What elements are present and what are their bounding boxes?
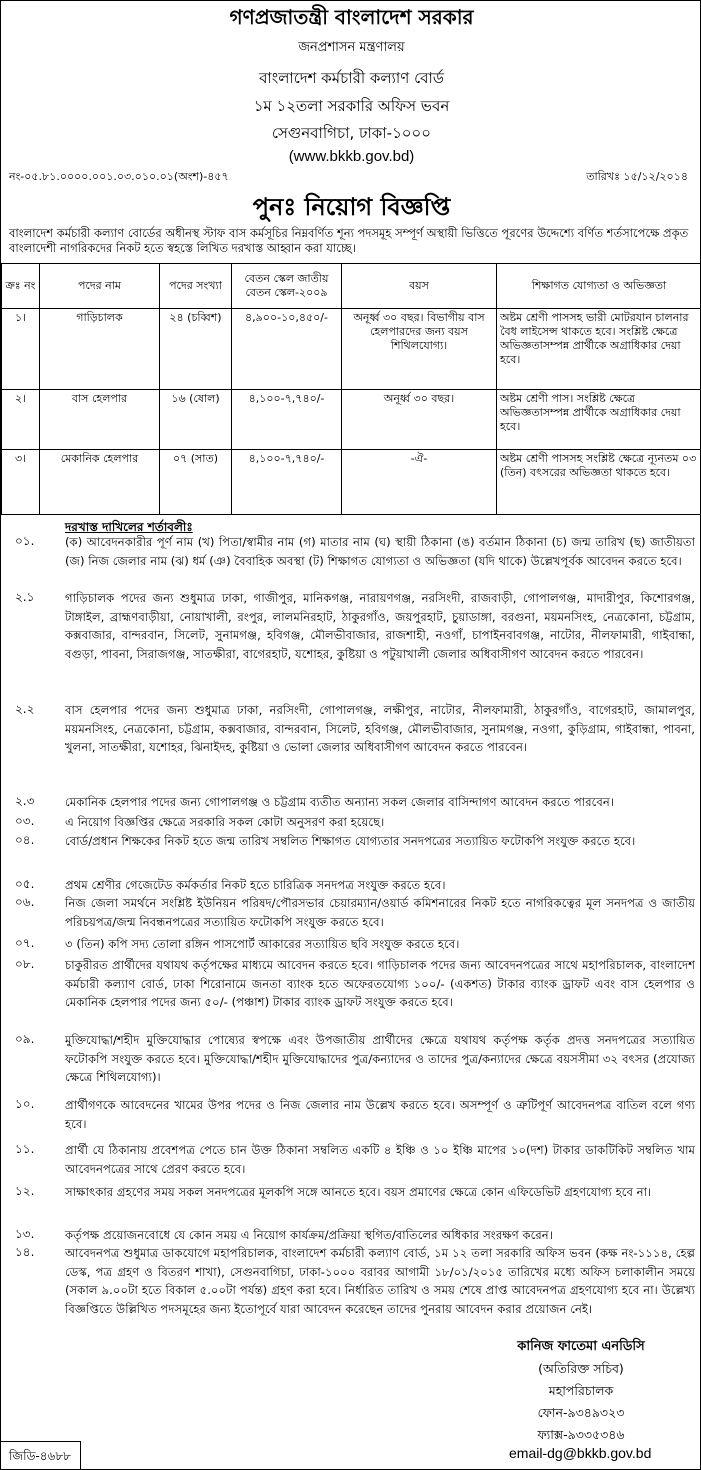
term-text: এ নিয়োগ বিজ্ঞপ্তির ক্ষেত্রে সরকারি সকল কোটা অনুসরণ করা হয়েছে।	[65, 815, 385, 829]
memo-number: নং-০৫.৮১.০০০০.০০১.০৩.০১০.০১(অংশ)-৪৫৭	[9, 170, 229, 183]
term-number: ০৭.	[15, 936, 35, 950]
government-title: গণপ্রজাতন্ত্রী বাংলাদেশ সরকার	[229, 5, 474, 29]
row-scale: ৪,১০০-৭,৭৪০/-	[232, 450, 342, 515]
term-text: নিজ জেলা সমর্থনে সংশ্লিষ্ট ইউনিয়ন পরিষদ/পৌরসভার চেয়ারম্যান/ওয়ার্ড কমিশনারের নিকট হতে নাগরিকত্বের মূল সনদপত্র ও জাতীয় পরিচয়পত্র/জন্ম নিবন্ধনপত্রের সত্যায়িত ফটোকপি সংযুক্ত করতে হবে।	[65, 896, 695, 929]
term-text: প্রথম শ্রেণীর গেজেটেড কর্মকর্তার নিকট হতে চারিত্রিক সনদপত্র সংযুক্ত করতে হবে।	[65, 878, 446, 892]
terms-heading: দরখাস্ত দাখিলের শর্তাবলীঃ	[65, 520, 193, 534]
term-number: ০৩.	[15, 814, 35, 828]
row-qualification: অষ্টম শ্রেণী পাস। সংশ্লিষ্ট ক্ষেত্রে অভিজ্ঞতাসম্পন্ন প্রার্থীকে অগ্রাধিকার দেয়া হবে।	[497, 390, 701, 450]
term-number: ১২.	[15, 1184, 35, 1198]
row-age: -ঐ-	[342, 450, 497, 515]
term-text: সাক্ষাৎকার গ্রহণের সময় সকল সনদপত্রের মূলকপি সঙ্গে আনতে হবে। বয়স প্রমাণের ক্ষেত্রে কোন এফিডেভিট গ্রহণযোগ্য হবে না।	[65, 1185, 652, 1199]
table-row	[2, 309, 701, 390]
term-number: ০৫.	[15, 877, 35, 891]
table-row	[2, 390, 701, 450]
intro-paragraph: বাংলাদেশ কর্মচারী কল্যাণ বোর্ডের অধীনস্থ স্টাফ বাস কর্মসূচির নিম্নবর্ণিত শূন্য পদসমূহ সম্পূর্ণ অস্থায়ী ভিত্তিতে পূরণের উদ্দেশ্যে বর্ণিত শর্তসাপেক্ষে প্রকৃত বাংলাদেশী নাগরিকদের নিকট হতে স্বহস্তে লিখিত দরখাস্ত আহ্বান করা যাচ্ছে।	[9, 226, 689, 255]
term-number: ১১.	[15, 1142, 35, 1156]
ministry-name: জনপ্রশাসন মন্ত্রণালয়	[298, 40, 405, 55]
header-pay-scale: বেতন স্কেল জাতীয় বেতন স্কেল-২০০৯	[232, 264, 342, 309]
header-post-count: পদের সংখ্যা	[160, 264, 232, 309]
row-post: গাড়িচালক	[40, 309, 160, 390]
term-text: চাকুরীরত প্রার্থীদের যথাযথ কর্তৃপক্ষের মাধ্যমে আবেদন করতে হবে। গাড়িচালক পদের জন্য আবেদনপত্রের সাথে মহাপরিচালক, বাংলাদেশ কর্মচারী কল্যাণ বোর্ড, ঢাকা শিরোনামে জনতা ব্যাংক হতে অফেরতযোগ্য ১০০/- (একশত) টাকার ব্যাংক ড্রাফট এবং বাস হেলপার ও মেকানিক হেলপার পদের জন্য ৫০/- (পঞ্চাশ) টাকার ব্যাংক ড্রাফট সংযুক্ত করতে হবে।	[65, 958, 695, 1010]
term-text: কর্তৃপক্ষ প্রয়োজনবোধে যে কোন সময় এ নিয়োগ কার্যক্রম/প্রক্রিয়া স্থগিত/বাতিলের অধিকার সংরক্ষণ করেন।	[65, 1228, 553, 1242]
table-header-row	[2, 264, 701, 309]
area-address: সেগুনবাগিচা, ঢাকা-১০০০	[271, 124, 432, 142]
header-post-name: পদের নাম	[40, 264, 160, 309]
term-text: (ক) আবেদনকারীর পূর্ণ নাম (খ) পিতা/স্বামীর নাম (গ) মাতার নাম (ঘ) স্থায়ী ঠিকানা (ঙ) বর্তমান ঠিকানা (চ) জন্ম তারিখ (ছ) জাতীয়তা (জ) নিজ জেলার নাম (ঝ) ধর্ম (ঞ) বৈবাহিক অবস্থা (ট) শিক্ষাগত যোগ্যতা ও অভিজ্ঞতা (যদি থাকে) উল্লেখপূর্বক আবেদন করতে হবে।	[65, 535, 695, 568]
row-qualification: অষ্টম শ্রেণী পাসসহ ভারী মোটরযান চালনার বৈধ লাইসেন্স থাকতে হবে। সংশ্লিষ্ট ক্ষেত্রে অভিজ্ঞতাসম্পন্ন প্রার্থীকে অগ্রাধিকার দেয়া হবে।	[497, 309, 701, 390]
row-count: ১৬ (ষোল)	[160, 390, 232, 450]
row-serial: ২।	[2, 390, 40, 450]
term-number: ২.৩	[15, 794, 35, 808]
term-text: মেকানিক হেলপার পদের জন্য গোপালগঞ্জ ও চট্টগ্রাম ব্যতীত অন্যান্য সকল জেলার বাসিন্দাগণ আবেদন করতে পারবেন।	[65, 795, 614, 809]
term-number: ০৮.	[15, 957, 35, 971]
signatory-title: মহাপরিচালক	[548, 1383, 614, 1398]
row-age: অনূর্ধ্ব ৩০ বছর। বিভাগীয় বাস হেলপারদের জন্য বয়স শিথিলযোগ্য।	[342, 309, 497, 390]
header-serial: ক্রঃ নং	[2, 264, 40, 309]
term-text: প্রার্থী যে ঠিকানায় প্রবেশপত্র পেতে চান উক্ত ঠিকানা সম্বলিত একটি ৪ ইঞ্চি ও ১০ ইঞ্চি মাপের ১০(দশ) টাকার ডাকটিকিট সম্বলিত খাম আবেদনপত্রের সাথে প্রেরণ করতে হবে।	[65, 1143, 695, 1176]
term-text: বোর্ড/প্রধান শিক্ষকের নিকট হতে জন্ম তারিখ সম্বলিত শিক্ষাগত যোগ্যতার সনদপত্রের সত্যায়িত ফটোকপি সংযুক্ত করতে হবে।	[65, 834, 636, 848]
signatory-name: কানিজ ফাতেমা এনডিসি	[517, 1339, 645, 1354]
website-link[interactable]: (www.bkkb.gov.bd)	[288, 148, 415, 165]
row-qualification: অষ্টম শ্রেণী পাসসহ সংশ্লিষ্ট ক্ষেত্রে ন্যূনতম ০৩ (তিন) বৎসরের অভিজ্ঞতা থাকতে হবে।	[497, 450, 701, 515]
row-count: ০৭ (সাত)	[160, 450, 232, 515]
posts-table	[1, 263, 701, 515]
signatory-designation: (অতিরিক্ত সচিব)	[538, 1361, 624, 1376]
row-post: মেকানিক হেলপার	[40, 450, 160, 515]
term-text: বাস হেলপার পদের জন্য শুধুমাত্র ঢাকা, নরসিংদী, গোপালগঞ্জ, লক্ষীপুর, নাটোর, নীলফামারী, ঠাকুরগাঁও, বাগেরহাট, জামালপুর, ময়মনসিংহ, নেত্রকোনা, চট্টগ্রাম, কক্সবাজার, বান্দরবান, সিলেট, হবিগঞ্জ, মৌলভীবাজার, সুনামগঞ্জ, নওগা, কুড়িগ্রাম, গাইবান্ধা, পাবনা, খুলনা, সাতক্ষীরা, যশোহর, ঝিনাইদহ, কুষ্টিয়া ও ভোলা জেলার অধিবাসীগণ আবেদন করতে পারবেন।	[65, 703, 695, 755]
table-row	[2, 450, 701, 515]
row-serial: ৩।	[2, 450, 40, 515]
row-age: অনূর্ধ্ব ৩০ বছর।	[342, 390, 497, 450]
term-text: গাড়িচালক পদের জন্য শুধুমাত্র ঢাকা, গাজীপুর, মানিকগঞ্জ, নারায়ণগঞ্জ, নরসিংদী, রাজবাড়ী, গোপালগঞ্জ, মাদারীপুর, কিশোরগঞ্জ, টাঙ্গাইল, ব্রাহ্মণবাড়ীয়া, নোয়াখালী, রংপুর, লালমনিরহাট, ঠাকুরগাঁও, জয়পুরহাট, চুয়াডাঙ্গা, বরগুনা, ময়মনসিংহ, নেত্রকোনা, চট্টগ্রাম, কক্সবাজার, বান্দরবান, সিলেট, সুনামগঞ্জ, হবিগঞ্জ, মৌলভীবাজার, রাজশাহী, নওগাঁ, চাপাইনবাবগঞ্জ, নাটোর, নীলফামারী, গাইবান্ধা, বগুড়া, পাবনা, সিরাজগঞ্জ, সাতক্ষীরা, বাগেরহাট, যশোহর, কুষ্টিয়া ও পটুয়াখালী জেলার অধিবাসীগণ আবেদন করতে পারবেন।	[65, 591, 695, 662]
signature-block	[481, 1336, 681, 1446]
term-text: আবেদনপত্র শুধুমাত্র ডাকযোগে মহাপরিচালক, বাংলাদেশ কর্মচারী কল্যাণ বোর্ড, ১ম ১২ তলা সরকারি অফিস ভবন (কক্ষ নং-১১১৪, হেল্প ডেস্ক, পত্র গ্রহণ ও বিতরণ শাখা), সেগুনবাগিচা, ঢাকা-১০০০ বরাবর আগামী ১৮/০১/২০১৫ তারিখের মধ্যে অফিস চলাকালীন সময়ে (সকাল ৯.০০টা হতে বিকাল ৫.০০টা পর্যন্ত) গ্রহণ করা হবে। নির্ধারিত তারিখ ও সময় শেষে প্রাপ্ত আবেদনপত্র গ্রহণযোগ্য হবে না। উল্লেখ্য বিজ্ঞপ্তিতে উল্লিখিত পদসমূহের জন্য ইতোপূর্বে যারা আবেদন করেছেন তাদের পুনরায় আবেদন করার প্রয়োজন নেই।	[65, 1246, 695, 1317]
term-number: ০৯.	[15, 1032, 35, 1046]
term-number: ২.২	[15, 702, 35, 716]
row-count: ২৪ (চব্বিশ)	[160, 309, 232, 390]
signatory-fax: ফ্যাক্স-৯৩৩৫৩৪৬	[537, 1427, 625, 1442]
term-text: ৩ (তিন) কপি সদ্য তোলা রঙ্গিন পাসপোর্ট আকারের সত্যায়িত ছবি সংযুক্ত করতে হবে।	[65, 937, 460, 951]
header-qualification: শিক্ষাগত যোগ্যতা ও অভিজ্ঞতা	[497, 264, 701, 309]
signatory-phone: ফোন-৯৩৪৯৩২৩	[537, 1405, 625, 1420]
term-number: ০৬.	[15, 895, 35, 909]
building-address: ১ম ১২তলা সরকারি অফিস ভবন	[253, 97, 450, 115]
term-text: মুক্তিযোদ্ধা/শহীদ মুক্তিযোদ্ধার পোষ্যের স্বপক্ষে এবং উপজাতীয় প্রার্থীদের ক্ষেত্রে যথাযথ কর্তৃপক্ষ কর্তৃক প্রদত্ত সনদপত্রের সত্যায়িত ফটোকপি সংযুক্ত করতে হবে। মুক্তিযোদ্ধা/শহীদ মুক্তিযোদ্ধাদের পুত্র/কন্যাদের ও তাদের পুত্র/কন্যাদের ক্ষেত্রে বয়সসীমা ৩২ বৎসর (প্রযোজ্য ক্ষেত্রে শিথিলযোগ্য)।	[65, 1033, 695, 1085]
term-number: ১০.	[15, 1097, 35, 1111]
gd-number: জিডি-৪৬৮৮	[1, 1441, 81, 1469]
row-scale: ৪,৯০০-১০,৪৫০/-	[232, 309, 342, 390]
notice-date: তারিখঃ ১৫/১২/২০১৪	[586, 170, 688, 183]
term-text: প্রার্থীগণকে আবেদনের খামের উপর পদের ও নিজ জেলার নাম উল্লেখ করতে হবে। অসম্পূর্ণ ও ত্রুটিপূর্ণ আবেদনপত্র বাতিল বলে গণ্য হবে।	[65, 1098, 695, 1131]
term-number: ২.১	[15, 590, 35, 604]
row-scale: ৪,১০০-৭,৭৪০/-	[232, 390, 342, 450]
row-serial: ১।	[2, 309, 40, 390]
notice-title: পুনঃ নিয়োগ বিজ্ঞপ্তি	[252, 193, 451, 221]
term-number: ১৪.	[15, 1245, 35, 1259]
term-number: ০১.	[15, 534, 35, 548]
header-age: বয়স	[342, 264, 497, 309]
board-name: বাংলাদেশ কর্মচারী কল্যাণ বোর্ড	[259, 69, 444, 87]
signatory-email[interactable]: email-dg@bkkb.gov.bd	[509, 1445, 652, 1461]
row-post: বাস হেলপার	[40, 390, 160, 450]
term-number: ০৪.	[15, 833, 35, 847]
term-number: ১৩.	[15, 1227, 35, 1241]
